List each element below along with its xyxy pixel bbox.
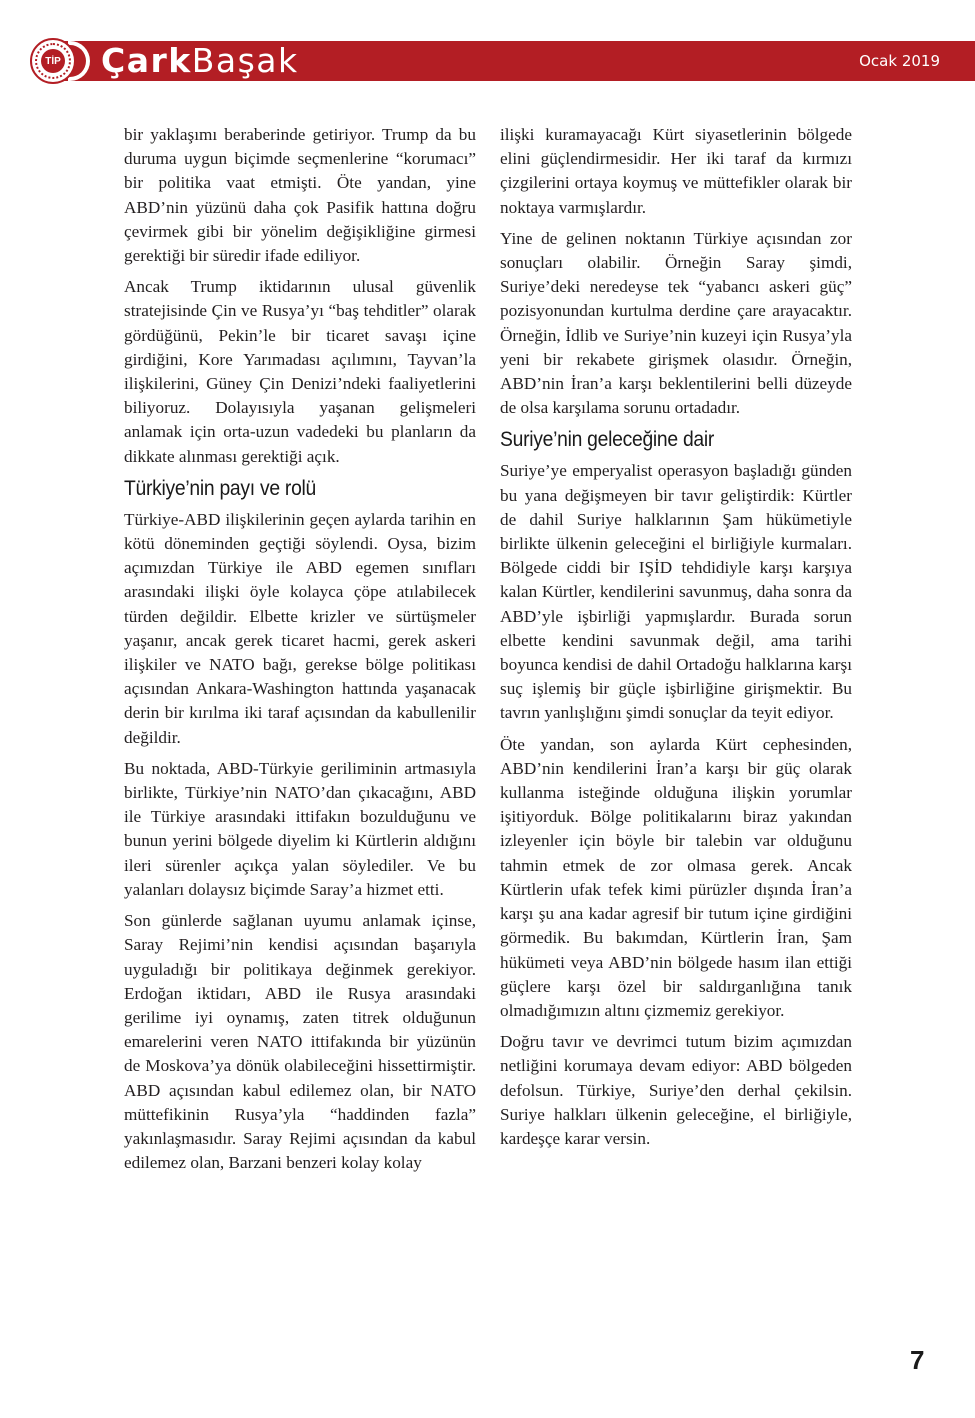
brand-light: Başak xyxy=(191,41,299,80)
paragraph: Son günlerde sağlanan uyumu anlamak içinse, Saray Rejimi’nin kendisi açısından başarıyla uyguladığı bir politikaya değinmek gerekiyor. Erdoğan iktidarı, ABD ile Rusya arasındaki gerilime iyi oynamış, zaten titrek olduğunun emarelerini veren NATO ittifakında bir yüzünün de Moskova’ya dönük olabileceğini hissettirmiştir. ABD açısından kabul edilemez olan, bir NATO müttefikinin Rusya’yla “haddinden fazla” yakınlaşmasıdır. Saray Rejimi açısından da kabul edilemez olan, Barzani benzeri kolay kolay xyxy=(124,911,476,1173)
paragraph: bir yaklaşımı beraberinde getiriyor. Trump da bu duruma uygun biçimde seçmenlerine “korumacı” bir politika vaat etmişti. Öte yandan, yine ABD’nin yüzünü daha çok Pasifik hattına doğru çevirmek gibi bir yönelim değişikliğine girmesi gerektiği bir süredir ifade ediliyor. xyxy=(124,125,476,266)
paragraph: Doğru tavır ve devrimci tutum bizim açımızdan netliğini korumaya devam ediyor: ABD bölgeden defolsun. Türkiye, Suriye’den derhal çekilsin. Suriye halkları ülkenin geleceğine, el birliğiyle, kardeşçe karar versin. xyxy=(500,1032,852,1148)
paragraph: Öte yandan, son aylarda Kürt cephesinden, ABD’nin kendilerini İran’a karşı bir güç olarak kullanma isteğinde olduğuna ilişkin yorumlar işitiyorduk. Bölge politikalarını biraz yakından izleyenler için böyle bir talebin var olduğunu tahmin etmek de zor olmasa gerek. Ancak Kürtlerin ufak tefek kimi pürüzler dışında İran’a karşı şu ana kadar agresif bir tutum içine girdiğini görmedik. Bu bakımdan, Kürtlerin İran, Şam hükümeti veya ABD’nin bölgede hasım ilan ettiği güçlere karşı özel bir saldırganlığına tanık olmadığımızın altını çizmemiz gerekiyor. xyxy=(500,734,852,1020)
page-number: 7 xyxy=(910,1345,925,1375)
logo-text: TİP xyxy=(41,49,65,73)
tip-logo-icon xyxy=(30,38,76,84)
issue-date: Ocak 2019 xyxy=(859,52,940,70)
paragraph: Yine de gelinen noktanın Türkiye açısından zor sonuçları olabilir. Örneğin Saray şimdi, Suriye’deki neredeyse tek “yabancı askeri güç” pozisyonundan kurtulma derdine çare arayacaktır. Örneğin, İdlib ve Suriye’nin kuzeyi için Rusya’yla yeni bir rekabete girişmek olasıdır. Örneğin, ABD’nin İran’a karşı beklentilerini belli düzeyde de olsa karşılama sorunu ortadadır. xyxy=(500,228,852,418)
paragraph: Suriye’ye emperyalist operasyon başladığı günden bu yana değişmeyen bir tavır geliştirdik: Kürtler de dahil Suriye halklarının Şam hükümetiyle birlikte ülkenin geleceğini el birliğiyle kurmaları. Bölgede ciddi bir IŞİD tehdidiyle karşı karşıya kalan Kürtler, kendilerini savunmuş, daha sonra da ABD’yle işbirliği yapmışlardır. Burada sorun elbette kendini savunmak değil, ama tarihi boyunca kendisi de dahil Ortadoğu halklarına karşı suç işlemiş bir güçle işbirliğine girişmektir. Bu tavrın yanlışlığını şimdi sonuçlar da teyit ediyor. xyxy=(500,461,852,723)
left-column xyxy=(124,123,476,1182)
paragraph: ilişki kuramayacağı Kürt siyasetlerinin bölgede elini güçlendirmesidir. Her iki taraf da kırmızı çizgilerini ortaya koymuş ve müttefikler olarak bir noktaya varmışlardır. xyxy=(500,125,852,217)
publication-title xyxy=(101,41,299,81)
paragraph: Bu noktada, ABD-Türkyie geriliminin artmasıyla birlikte, Türkiye’nin NATO’dan çıkacağını, ABD ile Türkiye arasındaki ittifakın bozulduğunu ve bunun yerini bölgede diyelim ki Kürtlerin aldığını ileri sürenler açıkça yalan söylediler. Ve bu yalanları dolaysız biçimde Saray’a hizmet etti. xyxy=(124,758,476,899)
brand-bold: Çark xyxy=(101,41,192,80)
paragraph: Ancak Trump iktidarının ulusal güvenlik stratejisinde Çin ve Rusya’yı “baş tehditler” olarak gördüğünü, Pekin’le bir ticaret savaşı içine girdiğini, Kore Yarımadası açılımını, Tayvan’la ilişkilerini, Güney Çin Denizi’ndeki faaliyetlerini biliyoruz. Dolayısıyla yaşanan gelişmeleri anlamak için orta-uzun vadedeki bu planların da dikkate alınması gerektiği açık. xyxy=(124,277,476,466)
section-heading: Suriye’nin geleceğine dair xyxy=(500,428,715,452)
section-heading: Türkiye’nin payı ve rolü xyxy=(124,476,317,500)
paragraph: Türkiye-ABD ilişkilerinin geçen aylarda tarihin en kötü döneminden geçtiği söylendi. Oysa, bizim açımızdan Türkiye ile ABD egemen sınıfları arasındaki ilişki öyle kolayca çöpe atılabilecek türden değildir. Elbette krizler ve sürtüşmeler yaşanır, ancak gerek ticaret hacmi, gerek askeri ilişkiler ve NATO bağı, gerekse bölge politikası açısından Ankara-Washington hattında yaşanacak derin bir kırılma iki taraf açısından da kabullenilir değildir. xyxy=(124,509,476,747)
right-column xyxy=(500,123,852,1158)
